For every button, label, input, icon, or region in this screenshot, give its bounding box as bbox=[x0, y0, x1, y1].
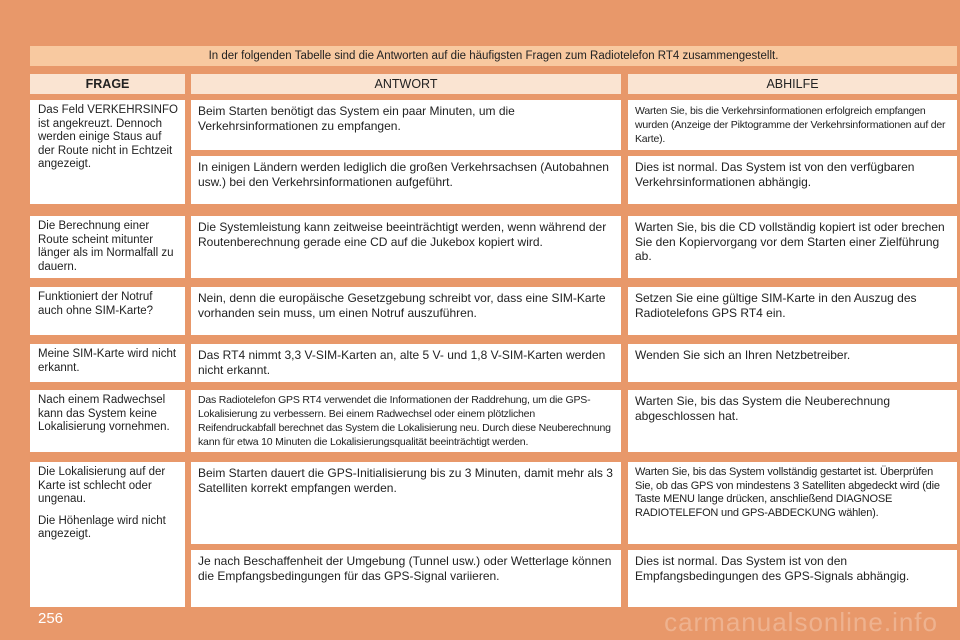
row1-abhilfe-2: Dies ist normal. Das System ist von den verfügbaren Verkehrsinformationen abhängig. bbox=[628, 156, 957, 204]
row5-antwort: Das Radiotelefon GPS RT4 verwendet die Informationen der Raddrehung, um die GPS-Lokalisierung zu verbessern. Bei einem Radwechsel oder einem plötzlichen Reifendruckabfall berechnet das System die Lokalisierung neu. Durch diese Neuberechnung kann für etwa 10 Minuten die Lokalisierungsqualität beeinträchtigt werden. bbox=[191, 390, 621, 452]
row6-abhilfe-2: Dies ist normal. Das System ist von den Empfangsbedingungen des GPS-Signals abhängig. bbox=[628, 550, 957, 607]
header-abhilfe: ABHILFE bbox=[628, 74, 957, 94]
row1-abhilfe-1: Warten Sie, bis die Verkehrsinformationen erfolgreich empfangen wurden (Anzeige der Piktogramme der Verkehrsinformationen auf der Karte). bbox=[628, 100, 957, 150]
row6-frage-1: Die Lokalisierung auf der Karte ist schlecht oder ungenau. bbox=[38, 466, 166, 505]
row2-frage: Die Berechnung einer Route scheint mitunter länger als im Normalfall zu dauern. bbox=[30, 216, 185, 278]
row4-abhilfe: Wenden Sie sich an Ihren Netzbetreiber. bbox=[628, 344, 957, 382]
row3-antwort: Nein, denn die europäische Gesetzgebung schreibt vor, dass eine SIM-Karte vorhanden sein muss, um einen Notruf auszuführen. bbox=[191, 287, 621, 335]
watermark: carmanualsonline.info bbox=[664, 607, 938, 637]
row6-antwort-1: Beim Starten dauert die GPS-Initialisierung bis zu 3 Minuten, damit mehr als 3 Satelliten korrekt empfangen werden. bbox=[191, 462, 621, 544]
row1-antwort-1: Beim Starten benötigt das System ein paar Minuten, um die Verkehrsinformationen zu empfangen. bbox=[191, 100, 621, 150]
row5-frage: Nach einem Radwechsel kann das System keine Lokalisierung vornehmen. bbox=[30, 390, 185, 452]
row3-abhilfe: Setzen Sie eine gültige SIM-Karte in den Auszug des Radiotelefons GPS RT4 ein. bbox=[628, 287, 957, 335]
row6-frage bbox=[30, 462, 185, 607]
row4-frage: Meine SIM-Karte wird nicht erkannt. bbox=[30, 344, 185, 382]
row3-frage: Funktioniert der Notruf auch ohne SIM-Karte? bbox=[30, 287, 185, 335]
row1-frage: Das Feld VERKEHRSINFO ist angekreuzt. Dennoch werden einige Staus auf der Route nicht in Echtzeit angezeigt. bbox=[30, 100, 185, 204]
row6-abhilfe-1: Warten Sie, bis das System vollständig gestartet ist. Überprüfen Sie, ob das GPS von mindestens 3 Satelliten abgedeckt wird (die Taste MENU lange drücken, anschließend DIAGNOSE RADIOTELEFON und GPS-ABDECKUNG wählen). bbox=[628, 462, 957, 544]
row2-antwort: Die Systemleistung kann zeitweise beeinträchtigt werden, wenn während der Routenberechnung gerade eine CD auf die Jukebox kopiert wird. bbox=[191, 216, 621, 278]
header-antwort: ANTWORT bbox=[191, 74, 621, 94]
row2-abhilfe: Warten Sie, bis die CD vollständig kopiert ist oder brechen Sie den Kopiervorgang vor dem Starten einer Zielführung ab. bbox=[628, 216, 957, 278]
header-frage: FRAGE bbox=[30, 74, 185, 94]
page-number: 256 bbox=[38, 610, 64, 627]
intro-banner: In der folgenden Tabelle sind die Antworten auf die häufigsten Fragen zum Radiotelefon RT4 zusammengestellt. bbox=[30, 46, 957, 66]
row4-antwort: Das RT4 nimmt 3,3 V-SIM-Karten an, alte 5 V- und 1,8 V-SIM-Karten werden nicht erkannt. bbox=[191, 344, 621, 382]
row6-antwort-2: Je nach Beschaffenheit der Umgebung (Tunnel usw.) oder Wetterlage können die Empfangsbedingungen für das GPS-Signal variieren. bbox=[191, 550, 621, 607]
row5-abhilfe: Warten Sie, bis das System die Neuberechnung abgeschlossen hat. bbox=[628, 390, 957, 452]
row1-antwort-2: In einigen Ländern werden lediglich die großen Verkehrsachsen (Autobahnen usw.) bei den Verkehrsinformationen aufgeführt. bbox=[191, 156, 621, 204]
row6-frage-2: Die Höhenlage wird nicht angezeigt. bbox=[38, 514, 166, 540]
